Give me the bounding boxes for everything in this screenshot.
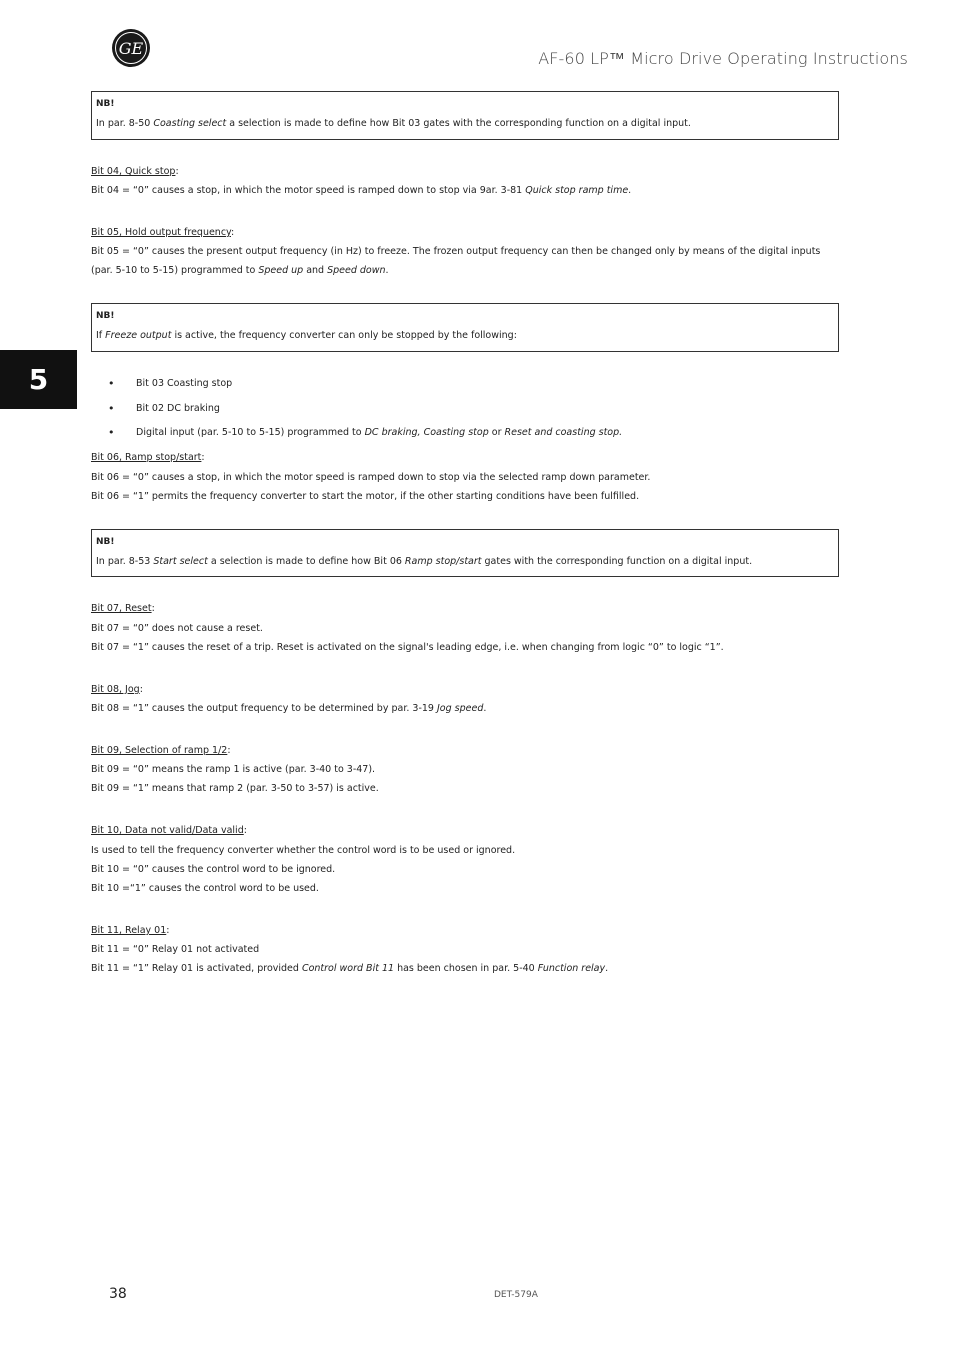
list-item: • Digital input (par. 5-10 to 5-15) programmed to DC braking, Coasting stop or Reset and coasting stop. [108,426,623,439]
bit07-line1: Bit 07 = “0” does not cause a reset. [91,623,263,634]
note-label: NB! [96,537,115,547]
note-text: In par. 8-50 Coasting select a selection is made to define how Bit 03 gates with the corresponding function on a digital input. [96,118,691,129]
bit05-heading: Bit 05, Hold output frequency: [91,227,235,238]
bit08-heading: Bit 08, Jog: [91,684,143,695]
bit09-heading: Bit 09, Selection of ramp 1/2: [91,745,231,756]
list-item: • Bit 03 Coasting stop [108,377,233,390]
bit06-line1: Bit 06 = “0” causes a stop, in which the motor speed is ramped down to stop via the selected ramp down parameter. [91,472,651,483]
list-item: • Bit 02 DC braking [108,402,220,415]
ge-logo [111,28,151,68]
page-number: 38 [109,1286,127,1302]
bit04-line1: Bit 04 = “0” causes a stop, in which the motor speed is ramped down to stop via 9ar. 3-81 Quick stop ramp time. [91,185,632,196]
bit04-heading: Bit 04, Quick stop: [91,166,179,177]
note-text: In par. 8-53 Start select a selection is made to define how Bit 06 Ramp stop/start gates with the corresponding function on a digital input. [96,556,753,567]
bit07-line2: Bit 07 = “1” causes the reset of a trip. Reset is activated on the signal's leading edge, i.e. when changing from logic “0” to logic “1”. [91,642,724,653]
bit10-heading: Bit 10, Data not valid/Data valid: [91,825,247,836]
bit09-line1: Bit 09 = “0” means the ramp 1 is active (par. 3-40 to 3-47). [91,764,376,775]
bit07-heading: Bit 07, Reset: [91,603,155,614]
note-text: If Freeze output is active, the frequency converter can only be stopped by the following: [96,330,517,341]
document-id: DET-579A [494,1290,538,1300]
bit10-line2: Bit 10 = “0” causes the control word to be ignored. [91,864,336,875]
bit11-line1: Bit 11 = “0” Relay 01 not activated [91,944,260,955]
bit09-line2: Bit 09 = “1” means that ramp 2 (par. 3-50 to 3-57) is active. [91,783,379,794]
note-box-start-select [91,529,839,577]
note-box-freeze [91,303,839,352]
bit06-heading: Bit 06, Ramp stop/start: [91,452,205,463]
bit11-heading: Bit 11, Relay 01: [91,925,170,936]
note-label: NB! [96,99,115,109]
svg-text:GE: GE [118,39,144,58]
bit06-line2: Bit 06 = “1” permits the frequency converter to start the motor, if the other starting conditions have been fulfilled. [91,491,640,502]
bit05-line1: Bit 05 = “0” causes the present output frequency (in Hz) to freeze. The frozen output frequency can then be changed only by means of the digital inputs (par. 5-10 to 5-15) programmed to Speed up and Speed down. [91,246,821,276]
note-label: NB! [96,311,115,321]
bit10-line3: Bit 10 =“1” causes the control word to be used. [91,883,319,894]
bit11-line2: Bit 11 = “1” Relay 01 is activated, provided Control word Bit 11 has been chosen in par. 5-40 Function relay. [91,963,609,974]
chapter-tab: 5 [0,350,77,409]
document-title: AF-60 LP™ Micro Drive Operating Instructions [538,49,908,68]
bit08-line1: Bit 08 = “1” causes the output frequency to be determined by par. 3-19 Jog speed. [91,703,487,714]
bit10-line1: Is used to tell the frequency converter whether the control word is to be used or ignored. [91,845,516,856]
note-box-coasting [91,91,839,140]
